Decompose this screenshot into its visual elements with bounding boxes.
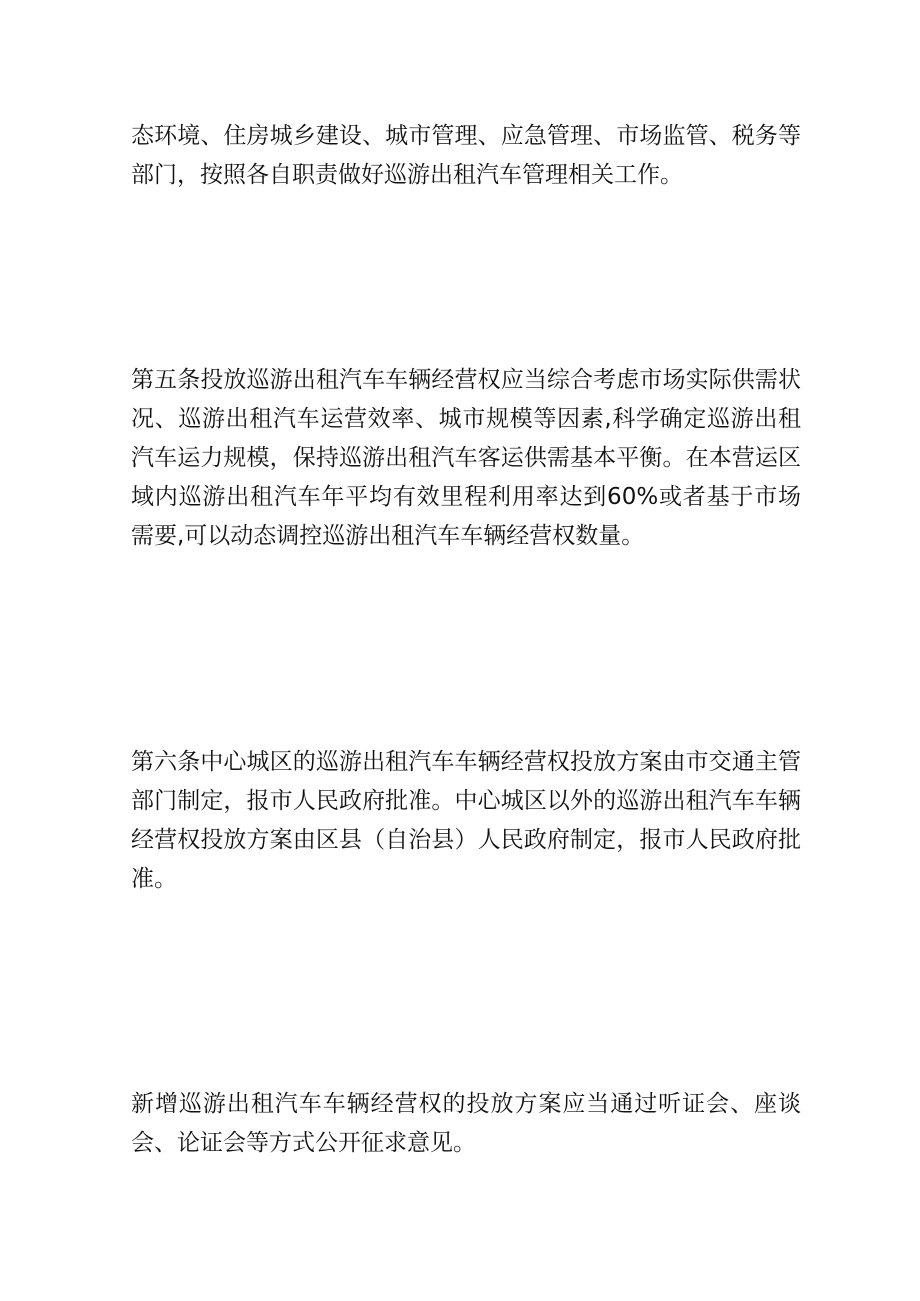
paragraph-article-5: 第五条投放巡游出租汽车车辆经营权应当综合考虑市场实际供需状况、巡游出租汽车运营效率、城市规模等因素,科学确定巡游出租汽车运力规模，保持巡游出租汽车客运供需基本平衡。在本营运区域内巡游出租汽车年平均有效里程利用率达到60%或者基于市场需要,可以动态调控巡游出租汽车车辆经营权数量。 bbox=[131, 367, 801, 549]
paragraph-public-consultation: 新增巡游出租汽车车辆经营权的投放方案应当通过听证会、座谈会、论证会等方式公开征求意见。 bbox=[131, 1091, 801, 1156]
paragraph-responsibilities: 态环境、住房城乡建设、城市管理、应急管理、市场监管、税务等部门，按照各自职责做好巡游出租汽车管理相关工作。 bbox=[131, 123, 801, 188]
paragraph-article-6: 第六条中心城区的巡游出租汽车车辆经营权投放方案由市交通主管部门制定，报市人民政府批准。中心城区以外的巡游出租汽车车辆经营权投放方案由区县（自治县）人民政府制定，报市人民政府批准。 bbox=[131, 749, 801, 892]
